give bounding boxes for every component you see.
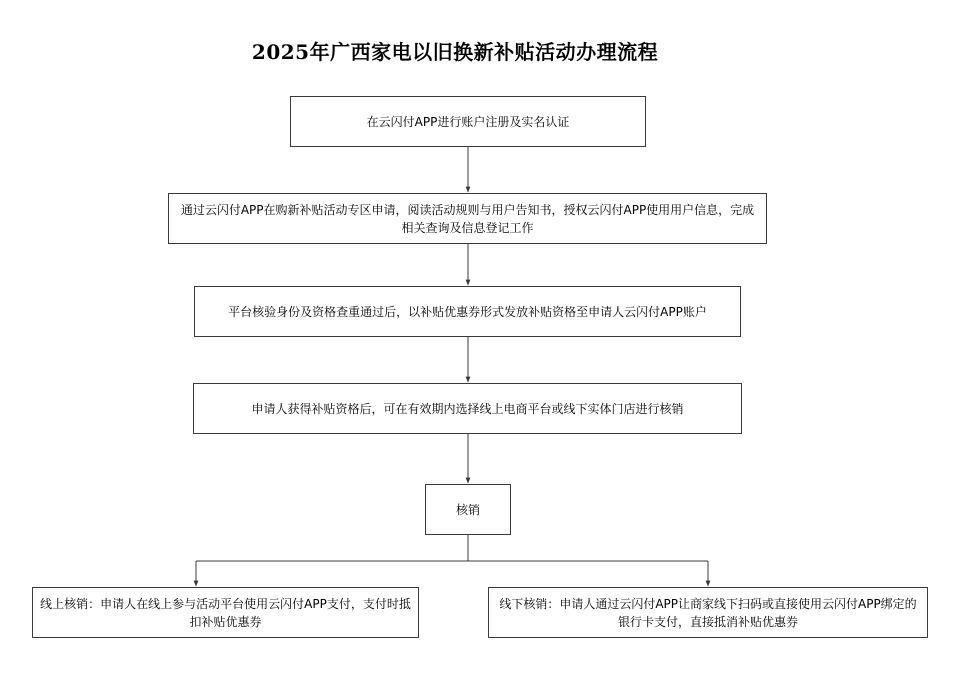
step-redeem-choice: 申请人获得补贴资格后，可在有效期内选择线上电商平台或线下实体门店进行核销: [193, 383, 742, 434]
step-apply: 通过云闪付APP在购新补贴活动专区申请，阅读活动规则与用户告知书，授权云闪付APP使用用户信息，完成相关查询及信息登记工作: [168, 193, 767, 244]
step-verify: 核销: [425, 484, 511, 535]
branch-offline-redeem: 线下核销：申请人通过云闪付APP让商家线下扫码或直接使用云闪付APP绑定的银行卡支付，直接抵消补贴优惠券: [488, 587, 928, 638]
step-register: 在云闪付APP进行账户注册及实名认证: [290, 96, 646, 147]
flowchart-title: 2025年广西家电以旧换新补贴活动办理流程: [251, 40, 659, 64]
branch-online-redeem: 线上核销：申请人在线上参与活动平台使用云闪付APP支付，支付时抵扣补贴优惠券: [32, 587, 419, 638]
step-verify-qualification: 平台核验身份及资格查重通过后，以补贴优惠券形式发放补贴资格至申请人云闪付APP账户: [194, 286, 741, 337]
